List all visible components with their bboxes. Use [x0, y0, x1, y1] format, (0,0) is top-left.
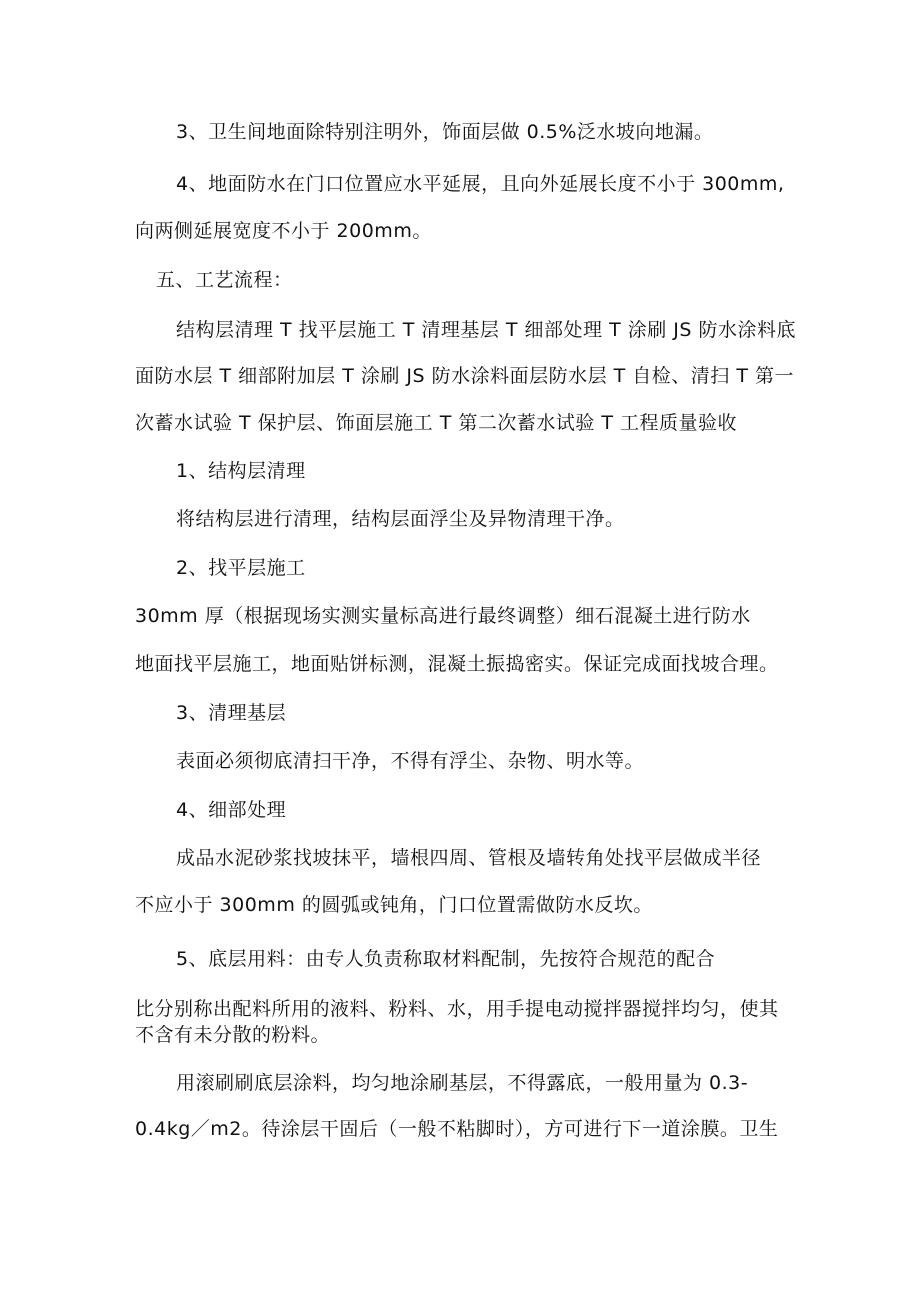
- paragraph-line: 3、卫生间地面除特别注明外，饰面层做 0.5%泛水坡向地漏。: [176, 121, 714, 143]
- paragraph-line: 结构层清理 T 找平层施工 T 清理基层 T 细部处理 T 涂刷 JS 防水涂料底: [176, 319, 796, 341]
- paragraph-line: 面防水层 T 细部附加层 T 涂刷 JS 防水涂料面层防水层 T 自检、清扫 T 第一: [135, 365, 794, 387]
- paragraph-line: 不含有未分散的粉料。: [135, 1024, 331, 1046]
- paragraph-line: 5、底层用料：由专人负责称取材料配制，先按符合规范的配合: [176, 948, 716, 970]
- paragraph-line: 不应小于 300mm 的圆弧或钝角，门口位置需做防水反坎。: [135, 894, 653, 916]
- paragraph-line: 4、地面防水在门口位置应水平延展，且向外延展长度不小于 300mm,: [176, 173, 785, 195]
- subheading: 2、找平层施工: [176, 557, 306, 579]
- paragraph-line: 0.4kg／m2。待涂层干固后（一般不粘脚时），方可进行下一道涂膜。卫生: [135, 1118, 779, 1140]
- section-heading: 五、工艺流程：: [156, 269, 293, 291]
- subheading: 3、清理基层: [176, 702, 287, 724]
- paragraph-line: 成品水泥砂浆找坡抹平，墙根四周、管根及墙转角处找平层做成半径: [176, 847, 762, 869]
- subheading: 1、结构层清理: [176, 460, 306, 482]
- paragraph-line: 表面必须彻底清扫干净，不得有浮尘、杂物、明水等。: [176, 750, 645, 772]
- paragraph-line: 将结构层进行清理，结构层面浮尘及异物清理干净。: [176, 508, 625, 530]
- paragraph-line: 用滚刷刷底层涂料，均匀地涂刷基层，不得露底，一般用量为 0.3-: [176, 1072, 749, 1094]
- paragraph-line: 比分别称出配料所用的液料、粉料、水，用手提电动搅拌器搅拌均匀，使其: [135, 998, 779, 1020]
- paragraph-line: 30mm 厚（根据现场实测实量标高进行最终调整）细石混凝土进行防水: [135, 605, 751, 627]
- paragraph-line: 向两侧延展宽度不小于 200mm。: [135, 220, 432, 242]
- paragraph-line: 次蓄水试验 T 保护层、饰面层施工 T 第二次蓄水试验 T 工程质量验收: [135, 412, 738, 434]
- subheading: 4、细部处理: [176, 799, 287, 821]
- paragraph-line: 地面找平层施工，地面贴饼标测，混凝土振捣密实。保证完成面找坡合理。: [135, 653, 779, 675]
